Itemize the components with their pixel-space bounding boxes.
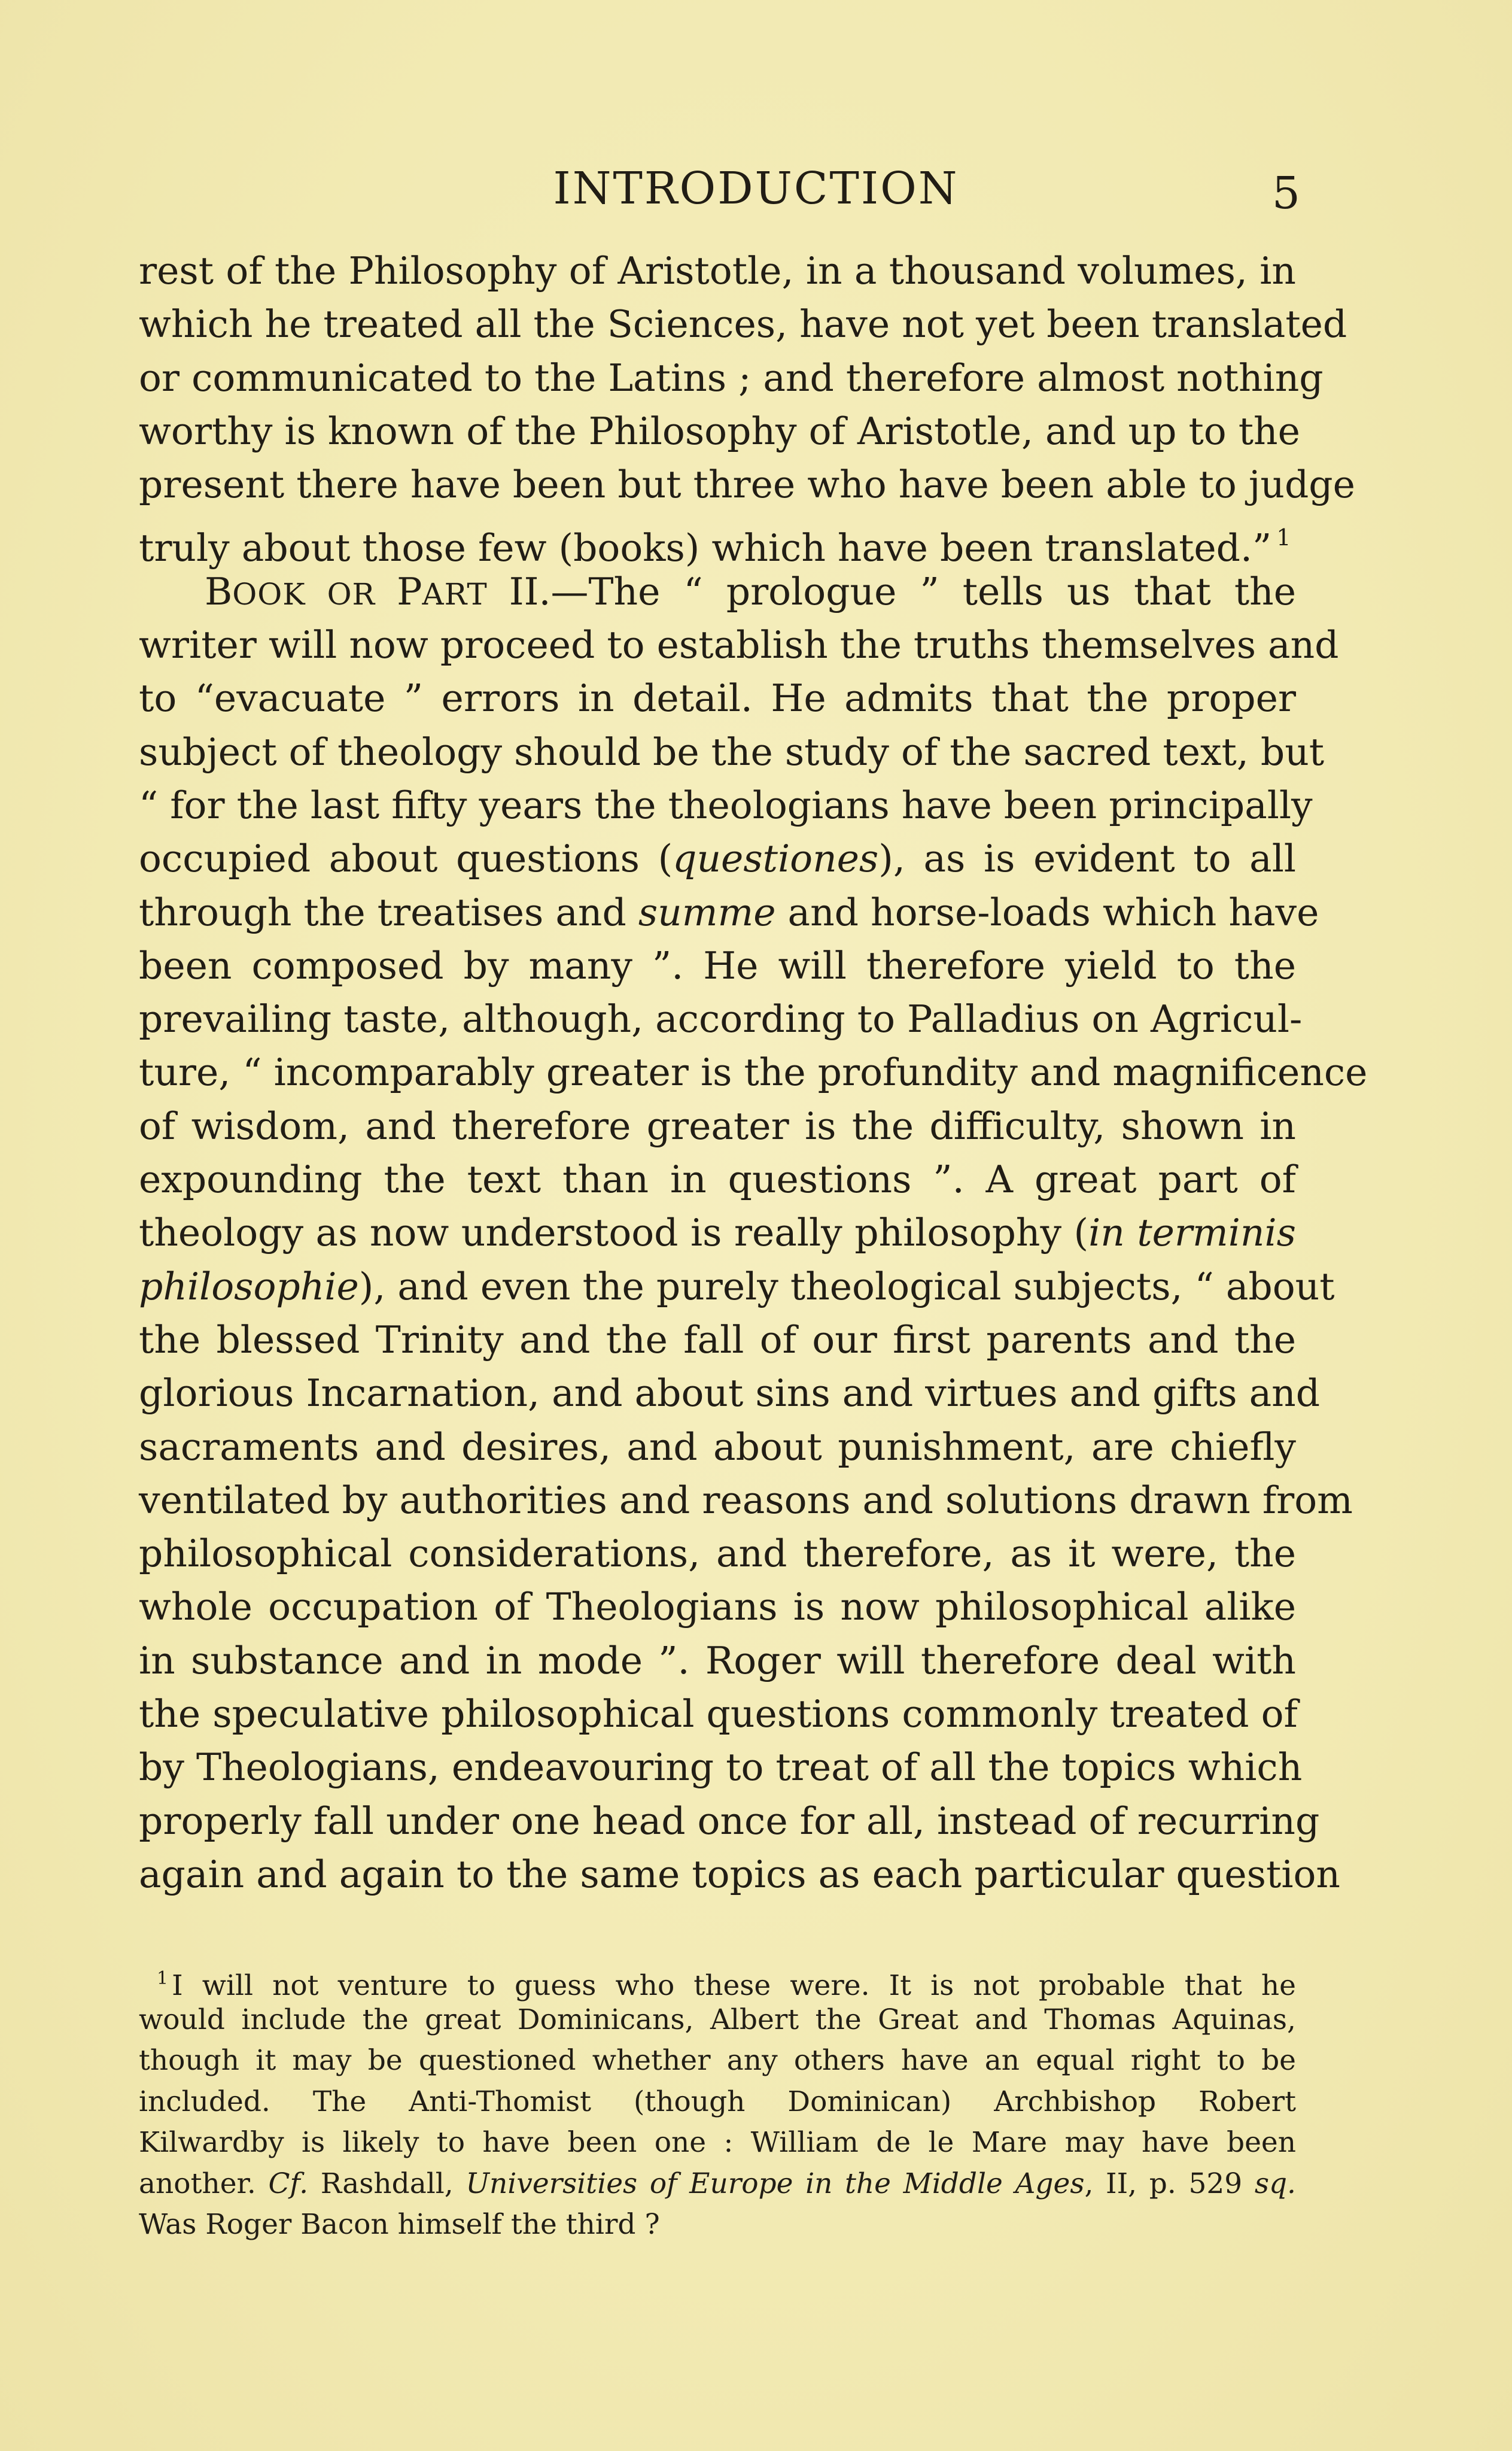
page-number: 5	[1271, 168, 1300, 219]
text-line	[139, 511, 1296, 570]
book-title: Universities of Europe in the Middle Ages	[466, 2167, 1085, 2200]
italic-term: philosophie	[139, 1264, 359, 1308]
text-line: again and again to the same topics as each particular question	[139, 1852, 1340, 1896]
footnote-line: included. The Anti-Thomist (though Dominican) Archbishop Robert	[139, 2085, 1296, 2118]
text-line: subject of theology should be the study of the sacred text, but	[139, 730, 1325, 774]
text-span: II.—The “ prologue ” tells us that the	[509, 569, 1297, 613]
text-line: ture, “ incomparably greater is the profundity and magnificence	[139, 1050, 1368, 1095]
footnote-line: Was Roger Bacon himself the third ?	[139, 2208, 660, 2241]
text-line: glorious Incarnation, and about sins and virtues and gifts and	[139, 1371, 1321, 1416]
footnote-reference[interactable]: 1	[1276, 524, 1291, 551]
footnote-line	[139, 1958, 1296, 2000]
running-head: INTRODUCTION	[553, 163, 959, 214]
text-line	[139, 1206, 1296, 1259]
footnote-line	[139, 2164, 1296, 2205]
footnote-line: though it may be questioned whether any others have an equal right to be	[139, 2044, 1296, 2077]
text-span: through the treatises and	[139, 890, 638, 934]
section-heading-line	[139, 565, 1296, 618]
text-line: “ for the last fifty years the theologians have been principally	[139, 783, 1313, 827]
text-span: ), as is evident to all	[878, 837, 1296, 881]
italic-term: in terminis	[1088, 1211, 1296, 1255]
italic-term: Cf.	[268, 2167, 309, 2200]
text-span: occupied about questions (	[139, 837, 673, 881]
small-caps-text: ART	[422, 576, 509, 612]
italic-term: sq.	[1254, 2167, 1296, 2200]
text-span: theology as now understood is really philosophy (	[139, 1211, 1089, 1255]
small-caps-initial: P	[397, 569, 422, 613]
footnote-line: would include the great Dominicans, Albert the Great and Thomas Aquinas,	[139, 2003, 1296, 2036]
text-line: ventilated by authorities and reasons and solutions drawn from	[139, 1478, 1353, 1522]
text-line: in substance and in mode ”. Roger will therefore deal with	[139, 1638, 1296, 1682]
text-line: whole occupation of Theologians is now philosophical alike	[139, 1585, 1296, 1629]
text-line: worthy is known of the Philosophy of Aristotle, and up to the	[139, 409, 1300, 453]
text-span: , II, p. 529	[1084, 2167, 1255, 2200]
page-header	[0, 163, 1512, 219]
text-span: and horse-loads which have	[775, 890, 1319, 934]
italic-term: summe	[638, 890, 776, 934]
footnote-marker: 1	[157, 1968, 169, 1989]
text-line: the speculative philosophical questions commonly treated of	[139, 1692, 1298, 1736]
text-line: the blessed Trinity and the fall of our first parents and the	[139, 1317, 1296, 1362]
small-caps-text: OOK OR	[232, 576, 397, 612]
text-line: by Theologians, endeavouring to treat of all the topics which	[139, 1745, 1303, 1790]
text-span: another.	[139, 2167, 269, 2200]
italic-term: questiones	[673, 837, 879, 881]
text-span: I will not venture to guess who these were. It is not probable that he	[172, 1969, 1296, 2002]
text-line: or communicated to the Latins ; and therefore almost nothing	[139, 356, 1324, 400]
text-line	[139, 1260, 1335, 1313]
text-line	[139, 886, 1319, 939]
text-line: been composed by many ”. He will therefore yield to the	[139, 943, 1296, 988]
text-line	[139, 832, 1296, 885]
text-span: Rashdall,	[308, 2167, 466, 2200]
text-line: rest of the Philosophy of Aristotle, in a thousand volumes, in	[139, 249, 1296, 293]
text-line: of wisdom, and therefore greater is the difficulty, shown in	[139, 1104, 1296, 1148]
text-line: expounding the text than in questions ”. A great part of	[139, 1158, 1296, 1202]
text-line: sacraments and desires, and about punishment, are chiefly	[139, 1425, 1296, 1469]
text-line: writer will now proceed to establish the truths themselves and	[139, 623, 1339, 667]
text-line: prevailing taste, although, according to Palladius on Agricul-	[139, 997, 1303, 1041]
text-line: which he treated all the Sciences, have not yet been translated	[139, 302, 1347, 347]
footnotes	[139, 1958, 1296, 2246]
small-caps-initial: B	[205, 569, 233, 613]
text-span: truly about those few (books) which have been translated.”	[139, 526, 1272, 570]
text-line: philosophical considerations, and therefore, as it were, the	[139, 1532, 1296, 1576]
body-text	[139, 244, 1368, 1901]
text-line: to “evacuate ” errors in detail. He admits that the proper	[139, 676, 1296, 721]
footnote-line: Kilwardby is likely to have been one : William de le Mare may have been	[139, 2126, 1296, 2159]
text-line: properly fall under one head once for all, instead of recurring	[139, 1799, 1320, 1843]
text-span: ), and even the purely theological subjects, “ about	[358, 1264, 1335, 1308]
text-line: present there have been but three who have been able to judge	[139, 463, 1355, 507]
